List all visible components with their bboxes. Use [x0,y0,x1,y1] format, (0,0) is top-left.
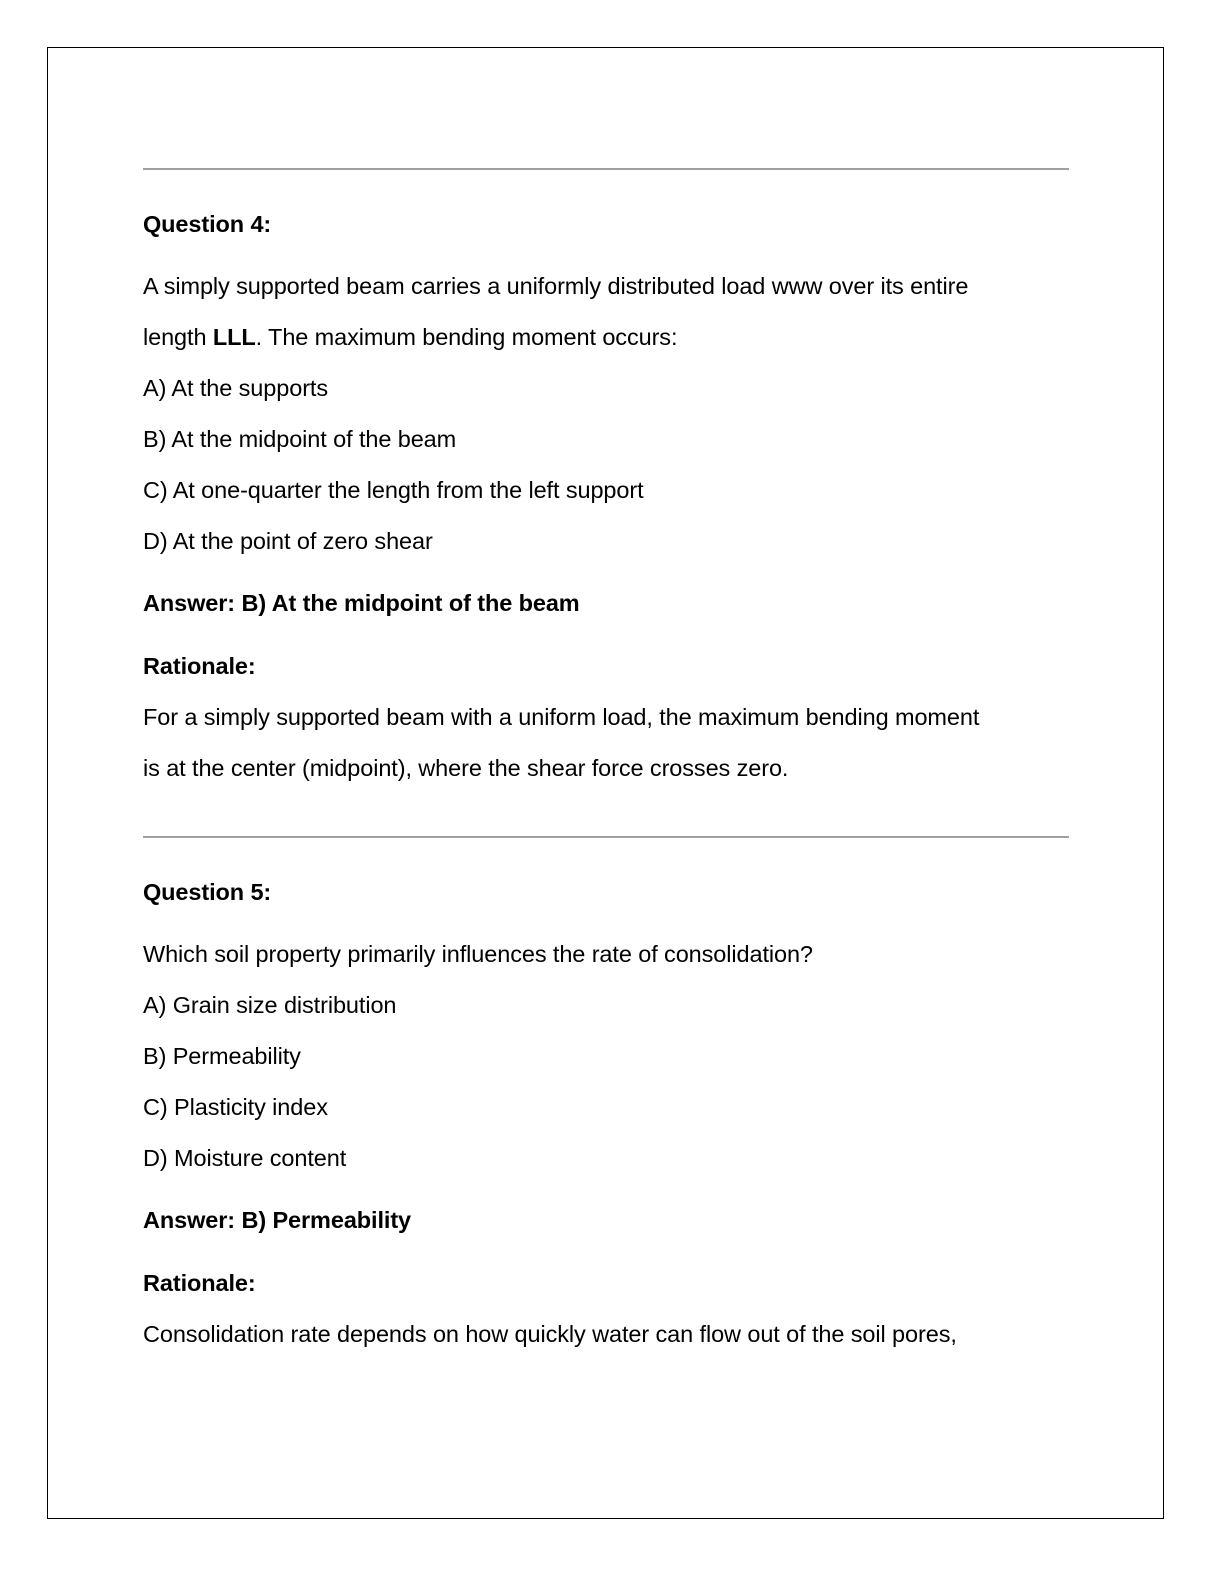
rationale-heading: Rationale: [143,1270,256,1296]
divider-rule [143,836,1069,838]
divider-rule [143,168,1069,170]
stem-text: . The maximum bending moment occurs: [255,324,678,350]
question-heading: Question 5: [143,879,272,905]
option-a: A) Grain size distribution [143,992,397,1018]
rationale-line: is at the center (midpoint), where the shear force crosses zero. [143,755,789,781]
option-d: D) Moisture content [143,1145,347,1171]
option-d: D) At the point of zero shear [143,528,433,554]
option-c: C) At one-quarter the length from the left support [143,477,644,503]
question-stem-line: A simply supported beam carries a uniformly distributed load www over its entire [143,273,969,299]
rationale-line: Consolidation rate depends on how quickly water can flow out of the soil pores, [143,1321,957,1347]
answer-line: Answer: B) Permeability [143,1207,412,1233]
option-c: C) Plasticity index [143,1094,328,1120]
stem-variable: LLL [212,324,256,350]
rationale-line: For a simply supported beam with a uniform load, the maximum bending moment [143,704,980,730]
option-a: A) At the supports [143,375,328,401]
question-stem-line [143,322,677,352]
question-heading: Question 4: [143,211,272,237]
option-b: B) Permeability [143,1043,301,1069]
question-stem-line: Which soil property primarily influences the rate of consolidation? [143,941,813,967]
page-border [47,47,1164,1519]
rationale-heading: Rationale: [143,653,256,679]
option-b: B) At the midpoint of the beam [143,426,457,452]
stem-text: length [143,324,213,350]
answer-line: Answer: B) At the midpoint of the beam [143,590,580,616]
